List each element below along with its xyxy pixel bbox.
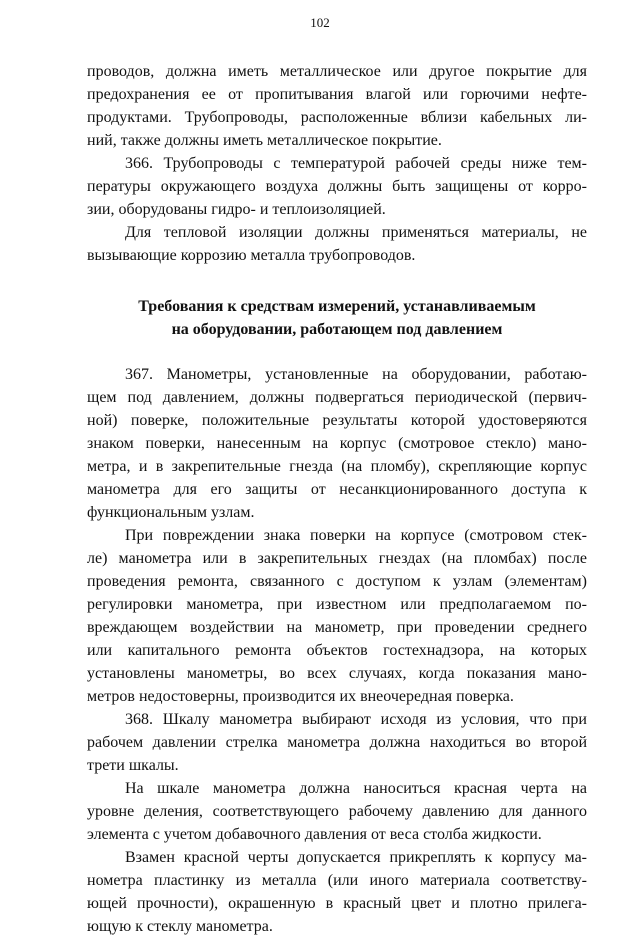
text-line: На шкале манометра должна наноситься красная черта на <box>125 780 587 797</box>
text-line: элемента с учетом добавочного давления от веса столба жидкости. <box>87 826 542 843</box>
text-line: уровне деления, соответствующего рабочему давлению для данного <box>87 803 587 820</box>
text-line: метров недостоверны, производится их внеочередная поверка. <box>87 688 514 705</box>
text-line: ющей прочности), окрашенную в красный цвет и плотно прилега- <box>87 895 587 912</box>
text-line: манометра для его защиты от несанкционированного доступа к <box>87 481 587 498</box>
paragraph-damage <box>87 524 587 708</box>
text-line: ющую к стеклу манометра. <box>87 918 273 935</box>
section-heading <box>87 295 587 341</box>
text-line: пературы окружающего воздуха должны быть защищены от корро- <box>87 178 587 195</box>
paragraph-367 <box>87 363 587 524</box>
text-line: вреждающем воздействии на манометр, при проведении среднего <box>87 619 587 636</box>
text-line: предохранения ее от пропитывания влагой или горючими нефте- <box>87 86 587 103</box>
text-line: Для тепловой изоляции должны применяться материалы, не <box>125 224 587 241</box>
text-line: вызывающие коррозию металла трубопроводов. <box>87 247 416 264</box>
text-line: регулировки манометра, при известном или предполагаемом по- <box>87 596 587 613</box>
text-line: нометра пластинку из металла (или иного материала соответству- <box>87 872 587 889</box>
text-line: функциональным узлам. <box>87 504 255 521</box>
text-line: рабочем давлении стрелка манометра должна находиться во второй <box>87 734 587 751</box>
page-number: 102 <box>310 15 330 30</box>
text-line: продуктами. Трубопроводы, расположенные вблизи кабельных ли- <box>87 109 587 126</box>
text-line: метра, и в закрепительные гнезда (на пломбу), скрепляющие корпус <box>87 458 587 475</box>
text-line: ле) манометра или в закрепительных гнездах (на пломбах) после <box>87 550 587 567</box>
paragraph-368 <box>87 708 587 777</box>
text-line: 366. Трубопроводы с температурой рабочей среды ниже тем- <box>125 155 587 172</box>
paragraph-plate <box>87 846 587 938</box>
text-line: или капитального ремонта объектов гостехнадзора, на которых <box>87 642 587 659</box>
text-line: проведения ремонта, связанного с доступом к узлам (элементам) <box>87 573 587 590</box>
text-line: Взамен красной черты допускается прикреплять к корпусу ма- <box>125 849 587 866</box>
text-line: установлены манометры, во всех случаях, когда показания мано- <box>87 665 587 682</box>
document-body <box>87 60 587 938</box>
text-line: ний, также должны иметь металлическое покрытие. <box>87 132 442 149</box>
text-line: 368. Шкалу манометра выбирают исходя из условия, что при <box>125 711 587 728</box>
heading-line: на оборудовании, работающем под давлением <box>171 321 503 338</box>
text-line: 367. Манометры, установленные на оборудовании, работаю- <box>125 366 587 383</box>
heading-line: Требования к средствам измерений, устанавливаемым <box>138 298 536 315</box>
paragraph-continuation <box>87 60 587 152</box>
text-line: трети шкалы. <box>87 757 179 774</box>
text-line: щем под давлением, должны подвергаться периодической (первич- <box>87 389 587 406</box>
text-line: зии, оборудованы гидро- и теплоизоляцией. <box>87 201 386 218</box>
paragraph-366 <box>87 152 587 221</box>
text-line: ной) поверке, положительные результаты которой удостоверяются <box>87 412 587 429</box>
text-line: проводов, должна иметь металлическое или другое покрытие для <box>87 63 587 80</box>
text-line: При повреждении знака поверки на корпусе (смотровом стек- <box>125 527 587 544</box>
paragraph-red-line <box>87 777 587 846</box>
paragraph-insulation <box>87 221 587 267</box>
text-line: знаком поверки, нанесенным на корпус (смотровое стекло) мано- <box>87 435 587 452</box>
